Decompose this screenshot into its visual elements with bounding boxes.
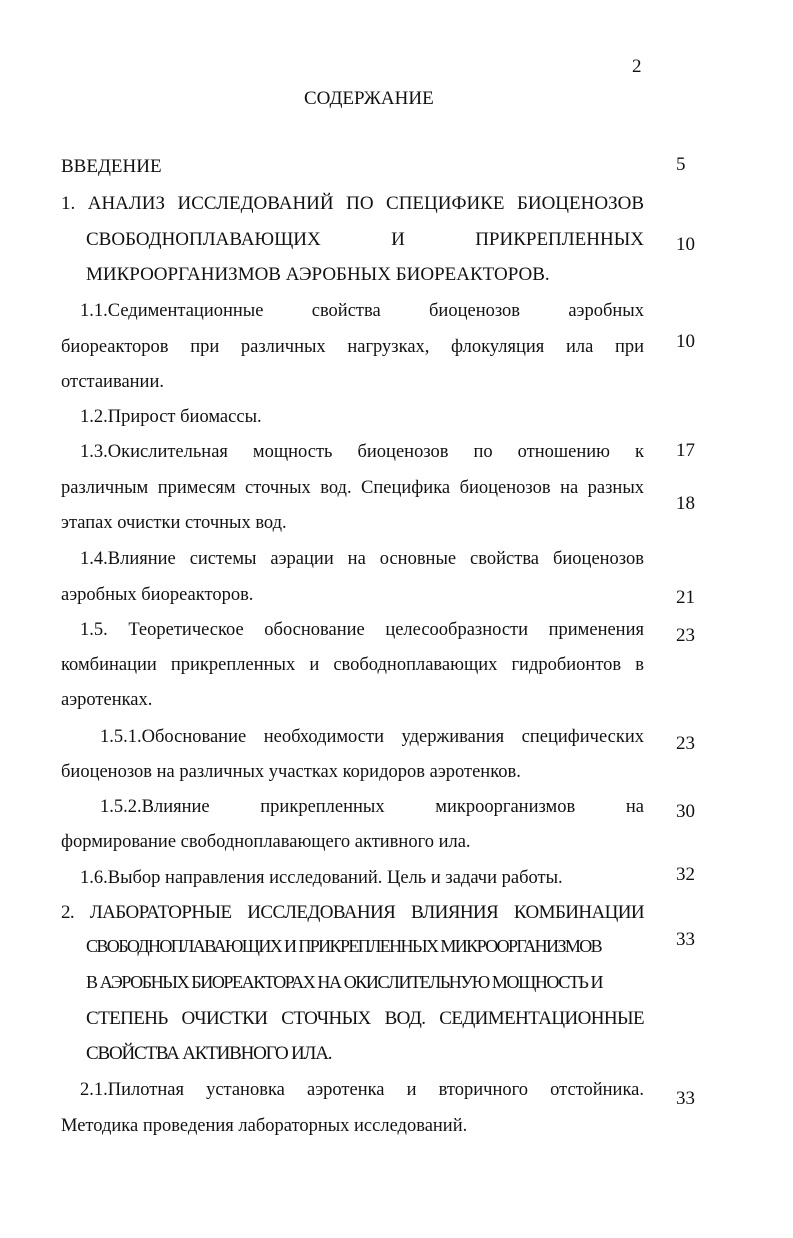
toc-page-number: 33 <box>676 929 695 950</box>
toc-page-number: 17 <box>676 440 695 461</box>
toc-entry-text: этапах очистки сточных вод. <box>61 513 287 533</box>
toc-entry-text: 1. АНАЛИЗ ИССЛЕДОВАНИЙ ПО СПЕЦИФИКЕ БИОЦЕНОЗОВ <box>61 193 644 214</box>
toc-entry-text: 1.2.Прирост биомассы. <box>80 407 262 427</box>
toc-entry-text: биореакторов при различных нагрузках, флокуляция ила при <box>61 337 644 357</box>
toc-entry-text: биоценозов на различных участках коридоров аэротенков. <box>61 762 521 782</box>
toc-page-number: 10 <box>676 331 695 352</box>
toc-page-number: 5 <box>676 154 686 175</box>
toc-page-number: 32 <box>676 864 695 885</box>
toc-entry-text: СВОБОДНОПЛАВАЮЩИХ И ПРИКРЕПЛЕННЫХ <box>86 229 644 250</box>
toc-entry-text: 2.1.Пилотная установка аэротенка и вторичного отстойника. <box>80 1080 644 1100</box>
toc-entry-text: Методика проведения лабораторных исследований. <box>61 1116 468 1136</box>
toc-entry-text: 1.1.Седиментационные свойства биоценозов аэробных <box>80 301 644 321</box>
toc-entry-text: различным примесям сточных вод. Специфика биоценозов на разных <box>61 478 644 498</box>
toc-page-number: 21 <box>676 587 695 608</box>
toc-page-number: 30 <box>676 801 695 822</box>
toc-entry-text: 1.6.Выбор направления исследований. Цель и задачи работы. <box>80 868 563 888</box>
page-title: СОДЕРЖАНИЕ <box>304 88 434 109</box>
toc-page-number: 33 <box>676 1088 695 1109</box>
toc-entry-text: 1.5.2.Влияние прикрепленных микроорганизмов на <box>100 797 644 817</box>
toc-entry-text: 1.5. Теоретическое обоснование целесообразности применения <box>80 620 644 640</box>
toc-page-number: 18 <box>676 493 695 514</box>
toc-entry-text: МИКРООРГАНИЗМОВ АЭРОБНЫХ БИОРЕАКТОРОВ. <box>86 264 550 285</box>
toc-entry-text: В АЭРОБНЫХ БИОРЕАКТОРАХ НА ОКИСЛИТЕЛЬНУЮ МОЩНОСТЬ И <box>86 972 603 992</box>
toc-entry-text: ВВЕДЕНИЕ <box>61 156 162 177</box>
toc-entry-text: 1.3.Окислительная мощность биоценозов по отношению к <box>80 442 644 462</box>
toc-entry-text: 2. ЛАБОРАТОРНЫЕ ИССЛЕДОВАНИЯ ВЛИЯНИЯ КОМБИНАЦИИ <box>61 902 644 923</box>
toc-entry-text: 1.4.Влияние системы аэрации на основные свойства биоценозов <box>80 549 644 569</box>
toc-page-number: 23 <box>676 625 695 646</box>
toc-entry-text: СВОЙСТВА АКТИВНОГО ИЛА. <box>86 1043 332 1064</box>
toc-entry-text: формирование свободноплавающего активного ила. <box>61 832 471 852</box>
toc-entry-text: СТЕПЕНЬ ОЧИСТКИ СТОЧНЫХ ВОД. СЕДИМЕНТАЦИОННЫЕ <box>86 1008 644 1029</box>
toc-page-number: 10 <box>676 234 695 255</box>
toc-entry-text: аэротенках. <box>61 690 153 710</box>
toc-page-number: 23 <box>676 733 695 754</box>
toc-entry-text: аэробных биореакторов. <box>61 585 254 605</box>
toc-entry-text: СВОБОДНОПЛАВАЮЩИХ И ПРИКРЕПЛЕННЫХ МИКРООРГАНИЗМОВ <box>86 936 602 956</box>
toc-entry-text: 1.5.1.Обоснование необходимости удерживания специфических <box>100 727 644 747</box>
page-number: 2 <box>632 56 642 77</box>
toc-entry-text: комбинации прикрепленных и свободноплавающих гидробионтов в <box>61 655 644 675</box>
toc-entry-text: отстаивании. <box>61 372 164 392</box>
